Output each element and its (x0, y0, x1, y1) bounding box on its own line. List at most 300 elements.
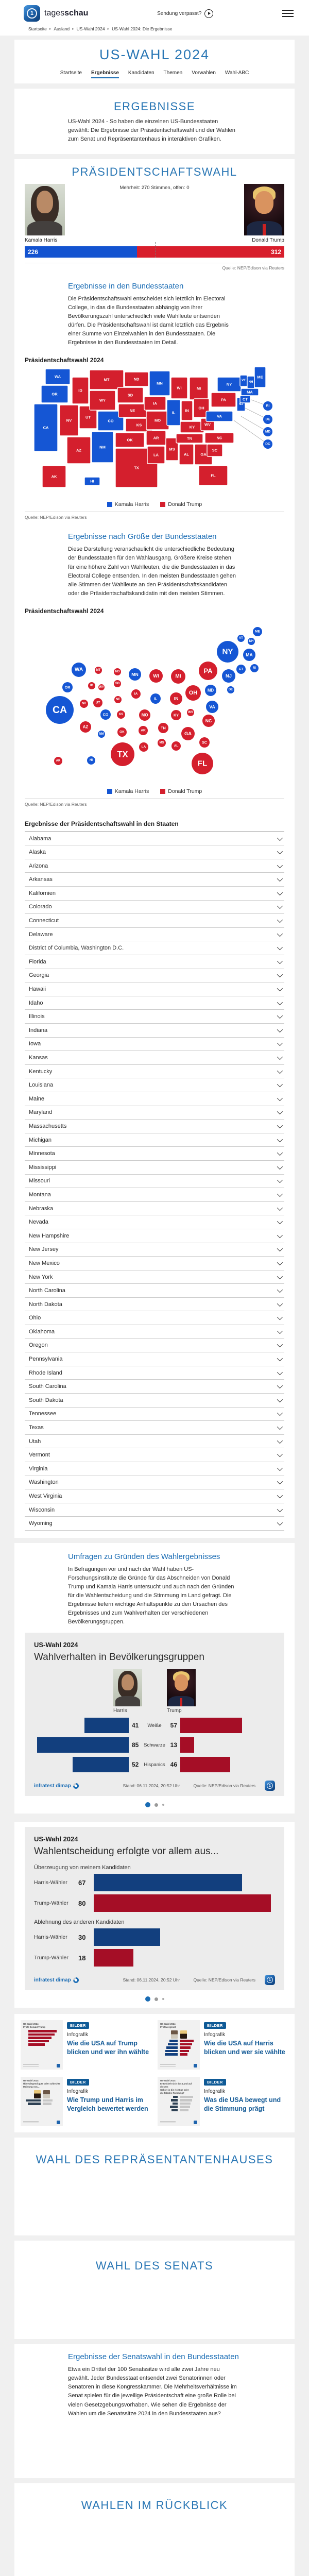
state-accordion-label: District of Columbia, Washington D.C. (29, 945, 124, 952)
state-label-NJ: NJ (239, 403, 243, 406)
infratest-dimap-logo: infratest dimap (34, 1977, 79, 1983)
trump-mini-photo (34, 2090, 41, 2098)
bubble-label-KY: KY (174, 713, 179, 718)
chart-title: Wahlverhalten in Bevölkerungsgruppen (34, 1652, 204, 1663)
chevron-down-icon (277, 972, 283, 977)
teaser-kicker: Infografik (204, 2032, 226, 2038)
state-accordion-label: West Virginia (29, 1493, 62, 1499)
state-accordion-row[interactable] (25, 1051, 284, 1065)
reasons-chart (34, 1865, 275, 1967)
row-bar (94, 1928, 160, 1946)
thumb-caption-line: Profilvergleich (160, 2026, 177, 2029)
state-accordion-label: Florida (29, 958, 46, 965)
tab-vorwahlen[interactable]: Vorwahlen (192, 70, 216, 76)
trump-bar (180, 1718, 242, 1733)
state-label-UT: UT (85, 415, 91, 420)
state-accordion-row[interactable] (25, 1038, 284, 1052)
chart-source: Quelle: NEP/Edison via Reuters (193, 1783, 255, 1789)
source-note: Quelle: NEP/Edison via Reuters (25, 801, 87, 807)
tab-themen[interactable]: Themen (163, 70, 183, 76)
breadcrumb-item[interactable]: US-Wahl 2024: Die Ergebnisse (112, 26, 173, 31)
bubble-label-FL: FL (197, 759, 208, 768)
state-label-MS: MS (169, 447, 175, 452)
state-accordion-label: Kentucky (29, 1068, 53, 1075)
state-accordion-row[interactable] (25, 1298, 284, 1312)
state-accordion-row[interactable] (25, 1462, 284, 1476)
teaser-item[interactable] (21, 2077, 151, 2126)
state-accordion-row[interactable] (25, 1476, 284, 1490)
teaser-thumbnail (21, 2020, 63, 2070)
state-accordion-row[interactable] (25, 1010, 284, 1024)
harris-legend-swatch (107, 789, 112, 794)
state-label-WI: WI (177, 385, 182, 391)
harris-mini-photo (171, 2030, 178, 2039)
row-value: 80 (78, 1899, 86, 1907)
bubble-label-NY: NY (222, 647, 233, 656)
state-label-DE: DE (265, 417, 270, 421)
teaser-kicker: Infografik (67, 2089, 89, 2095)
state-accordion-label: Minnesota (29, 1150, 55, 1157)
group-label: Überzeugung von meinem Kandidaten (34, 1865, 131, 1871)
state-accordion-row[interactable] (25, 1243, 284, 1257)
demographic-row (34, 1757, 275, 1772)
tab-kandidaten[interactable]: Kandidaten (128, 70, 154, 76)
state-accordion-label: Idaho (29, 999, 43, 1006)
bubble-label-IN: IN (174, 696, 179, 701)
thumb-caption-line: Überwiegend gute oder schlechte (23, 2082, 61, 2086)
play-icon[interactable] (204, 9, 213, 18)
carousel-dot[interactable] (162, 1804, 164, 1806)
state-accordion-label: Rhode Island (29, 1369, 62, 1376)
bubble-label-AK: AK (56, 759, 61, 762)
state-accordion-row[interactable] (25, 928, 284, 942)
teaser-title[interactable]: Wie die USA auf Trump blicken und wer ihn wählte (67, 2040, 149, 2056)
state-accordion-label: Tennessee (29, 1411, 57, 1417)
chevron-down-icon (277, 1314, 283, 1320)
state-label-OR: OR (52, 392, 58, 397)
bubble-label-GA: GA (184, 731, 192, 736)
state-accordion-row[interactable] (25, 969, 284, 983)
state-accordion-row[interactable] (25, 1024, 284, 1038)
trump-legend-label: Donald Trump (168, 788, 202, 794)
harris-value: 85 (132, 1741, 139, 1749)
ergebnisse-card (14, 89, 295, 154)
state-accordion-label: Texas (29, 1425, 44, 1431)
chevron-down-icon (277, 890, 283, 895)
state-accordion-row[interactable] (25, 845, 284, 859)
us-states-bubble-map[interactable] (25, 618, 284, 786)
trump-photo-label: Trump (167, 1708, 182, 1714)
bilder-badge: BILDER (204, 2022, 226, 2029)
chevron-down-icon (277, 1506, 283, 1512)
chart-source: Quelle: NEP/Edison via Reuters (193, 1977, 255, 1983)
bubble-label-WI: WI (153, 673, 159, 679)
chevron-down-icon (277, 1410, 283, 1416)
state-accordion-label: Vermont (29, 1452, 50, 1459)
chevron-down-icon (277, 1383, 283, 1388)
thumb-caption-line: Meinung von... (23, 2086, 40, 2088)
state-accordion-row[interactable] (25, 1339, 284, 1353)
map-legend (14, 501, 295, 507)
trump-name: Donald Trump (252, 238, 284, 244)
tagesschau-logo-icon[interactable] (24, 5, 40, 22)
chart-kicker: US-Wahl 2024 (34, 1835, 78, 1843)
thumb-caption-line: US-Wahl 2024 (160, 2079, 176, 2082)
state-accordion-row[interactable] (25, 1229, 284, 1243)
state-label-CA: CA (43, 425, 49, 430)
state-accordion-label: Hawaii (29, 986, 46, 993)
state-accordion-label: New York (29, 1274, 53, 1280)
trump-mini-photo (180, 2030, 187, 2039)
state-accordion-row[interactable] (25, 1161, 284, 1175)
state-accordion-label: North Carolina (29, 1287, 65, 1294)
chevron-down-icon (277, 1260, 283, 1265)
harris-mini-photo (43, 2090, 50, 2098)
umfragen-text: In Befragungen vor und nach der Wahl haben US-Forschungsinstitute die Gründe für das Abschneiden von Donald Trump und Kamala Harris untersucht und auch nach den Gründen für die Wahlentscheidung und die Stimmung im Land gefragt. Die Ergebnisse liefern wichtige Anhaltspunkte zu den Ursachen des Ergebnisses und zum Wahlverhalten der verschiedenen Bevölkerungsgruppen. (68, 1566, 234, 1625)
ergebnisse-title: ERGEBNISSE (113, 100, 196, 113)
state-accordion-row[interactable] (25, 941, 284, 955)
row-name: Harris-Wähler (34, 1934, 67, 1941)
state-accordion-row[interactable] (25, 1421, 284, 1435)
bubble-label-PA: PA (203, 667, 213, 675)
trump-value: 57 (170, 1722, 177, 1730)
breadcrumb-item[interactable]: Ausland (54, 26, 70, 31)
state-accordion-label: Arkansas (29, 876, 53, 883)
thumb-caption-line: US-Wahl 2024 (23, 2079, 39, 2082)
trump-electoral-segment[interactable]: 312 (137, 246, 284, 258)
harris-photo (25, 184, 65, 235)
harris-legend-label: Kamala Harris (114, 788, 149, 794)
state-label-HI: HI (90, 479, 94, 484)
state-accordion-row[interactable] (25, 982, 284, 996)
thumb-logo-chip (57, 2064, 60, 2067)
state-accordion-row[interactable] (25, 1065, 284, 1079)
teaser-item[interactable] (21, 2020, 151, 2070)
state-accordion-row[interactable] (25, 1202, 284, 1216)
state-accordion-row[interactable] (25, 1408, 284, 1421)
state-accordion-row[interactable] (25, 914, 284, 928)
state-label-MT: MT (104, 377, 110, 382)
chevron-down-icon (277, 1136, 283, 1142)
state-accordion-label: Pennsylvania (29, 1356, 63, 1363)
breadcrumb-item[interactable]: US-Wahl 2024 (76, 26, 105, 31)
row-bar (94, 1894, 271, 1912)
thumb-logo-chip (194, 2121, 197, 2124)
state-label-TX: TX (134, 465, 139, 470)
repraesentantenhaus-card (14, 2138, 295, 2235)
state-accordion-row[interactable] (25, 1435, 284, 1449)
chevron-down-icon (277, 1246, 283, 1251)
bubble-map-legend (14, 788, 295, 794)
bilder-badge: BILDER (67, 2079, 89, 2086)
harris-electoral-segment[interactable]: 226 (25, 246, 137, 258)
state-label-AR: AR (153, 435, 159, 440)
state-accordion-label: Arizona (29, 862, 48, 869)
state-accordion-row[interactable] (25, 1517, 284, 1531)
teaser-item[interactable] (158, 2077, 288, 2126)
state-accordion-row[interactable] (25, 1270, 284, 1284)
state-accordion-row[interactable] (25, 832, 284, 846)
trump-legend-swatch (160, 502, 165, 507)
state-label-DC: DC (265, 442, 270, 446)
trump-value: 13 (170, 1741, 177, 1749)
senat-title: WAHL DES SENATS (95, 2259, 214, 2273)
row-name: Trump-Wähler (34, 1955, 68, 1961)
praesidentschaftswahl-card (14, 159, 295, 1538)
state-accordion-row[interactable] (25, 1284, 284, 1298)
chevron-down-icon (277, 1164, 283, 1170)
bubble-label-NJ: NJ (226, 673, 232, 679)
bilder-badge: BILDER (67, 2022, 89, 2029)
carousel-dots (14, 1990, 295, 2007)
reason-row (34, 1894, 275, 1912)
state-accordion-row[interactable] (25, 1257, 284, 1270)
state-label-MN: MN (157, 381, 163, 386)
state-label-IA: IA (153, 401, 157, 406)
state-accordion-label: Michigan (29, 1137, 52, 1143)
row-name: Harris-Wähler (34, 1879, 67, 1886)
carousel-dot[interactable] (162, 1998, 164, 2000)
state-accordion-row[interactable] (25, 1106, 284, 1120)
state-label-CT: CT (243, 397, 248, 402)
tab-ergebnisse[interactable]: Ergebnisse (91, 70, 119, 78)
bubble-label-NH: NH (249, 639, 254, 643)
state-accordion-label: Colorado (29, 904, 52, 910)
state-accordion-label: South Dakota (29, 1397, 63, 1403)
brand-bold: schau (64, 9, 89, 18)
state-accordion-row[interactable] (25, 859, 284, 873)
state-label-IN: IN (185, 408, 189, 413)
chevron-down-icon (277, 1479, 283, 1484)
teaser-thumbnail (21, 2077, 63, 2126)
bubble-label-WY: WY (99, 685, 104, 689)
state-accordion-label: Kalifornien (29, 890, 56, 896)
state-accordion-row[interactable] (25, 1380, 284, 1394)
state-accordion-row[interactable] (25, 1215, 284, 1229)
umfragen-card (14, 1543, 295, 1814)
rueckblick-card (14, 2483, 295, 2576)
state-label-NM: NM (99, 445, 106, 450)
bubble-label-ID: ID (90, 684, 93, 687)
teaser-title[interactable]: Wie die USA auf Harris blicken und wer sie wählte (204, 2040, 285, 2056)
state-accordion-row[interactable] (25, 1092, 284, 1106)
state-accordion-row[interactable] (25, 1503, 284, 1517)
chevron-down-icon (277, 1109, 283, 1114)
tagesschau-logo-icon (265, 1781, 275, 1791)
breadcrumb-item[interactable]: Startseite (28, 26, 47, 31)
bubble-label-NC: NC (205, 718, 212, 723)
state-label-PA: PA (221, 397, 226, 402)
state-accordion-row[interactable] (25, 1366, 284, 1380)
chevron-down-icon (277, 1232, 283, 1238)
tab-wahl-abc[interactable]: Wahl-ABC (225, 70, 249, 76)
chevron-down-icon (277, 1123, 283, 1128)
staaten-heading: Ergebnisse in den Bundesstaaten (68, 282, 184, 291)
state-label-KS: KS (136, 422, 142, 428)
state-accordion-row[interactable] (25, 901, 284, 914)
state-accordion-row[interactable] (25, 1352, 284, 1366)
thumb-caption-line: Gebiet in die richtige oder (160, 2088, 189, 2091)
carousel-dot[interactable] (154, 1997, 158, 2001)
chart-footer (34, 1975, 275, 1985)
infographic-wahlverhalten (25, 1633, 284, 1796)
chevron-down-icon (277, 1205, 283, 1210)
state-accordion-row[interactable] (25, 1175, 284, 1189)
state-label-WY: WY (99, 398, 106, 403)
chevron-down-icon (277, 1095, 283, 1101)
state-accordion-label: South Carolina (29, 1383, 66, 1390)
carousel-dot-active[interactable] (145, 1802, 150, 1807)
state-accordion-row[interactable] (25, 1448, 284, 1462)
bubble-label-WA: WA (74, 667, 83, 673)
state-accordion-row[interactable] (25, 1147, 284, 1161)
chevron-down-icon (277, 835, 283, 840)
category-label: Schwarze (144, 1742, 165, 1748)
majority-marker (155, 242, 156, 258)
chevron-down-icon (277, 1191, 283, 1197)
tagesschau-logo-icon (265, 1975, 275, 1985)
state-accordion-label: Oregon (29, 1342, 48, 1349)
bubble-label-MS: MS (159, 741, 164, 744)
state-accordion-row[interactable] (25, 1120, 284, 1133)
teaser-thumbnail (158, 2077, 200, 2126)
chevron-down-icon (277, 958, 283, 964)
bubble-label-VA: VA (209, 704, 215, 709)
state-accordion-label: Georgia (29, 972, 49, 979)
state-accordion-row[interactable] (25, 887, 284, 901)
thumb-caption-line: US-Wahl 2024 (23, 2023, 39, 2026)
trump-photo (244, 184, 284, 235)
state-accordion-label: Massachusetts (29, 1123, 67, 1129)
tab-startseite[interactable]: Startseite (60, 70, 82, 76)
state-accordion-label: Virginia (29, 1465, 48, 1472)
state-accordion-label: Indiana (29, 1027, 48, 1033)
state-accordion-label: Iowa (29, 1041, 41, 1047)
bubble-label-SC: SC (202, 740, 207, 745)
bubble-label-NV: NV (81, 702, 87, 705)
brand-wordmark[interactable] (44, 9, 88, 18)
electoral-bar[interactable] (25, 246, 284, 258)
state-accordion-label: Washington (29, 1479, 59, 1486)
senat-card (14, 2241, 295, 2339)
demographic-row (34, 1718, 275, 1733)
bubble-label-CA: CA (52, 704, 67, 716)
teaser-title[interactable]: Wie Trump und Harris im Vergleich bewertet werden (67, 2096, 148, 2112)
state-label-GA: GA (200, 452, 207, 457)
bubble-label-MA: MA (246, 652, 253, 657)
chevron-down-icon (277, 1438, 283, 1444)
bubble-label-OR: OR (64, 685, 71, 690)
chevron-down-icon (277, 903, 283, 909)
state-label-MD: MD (265, 430, 271, 434)
chevron-down-icon (277, 986, 283, 991)
repraesentantenhaus-title: WAHL DES REPRÄSENTANTENHAUSES (36, 2153, 273, 2166)
groesse-text: Diese Darstellung veranschaulicht die unterschiedliche Bedeutung der Bundesstaaten für den Wahlausgang. Größere Kreise stehen für eine höhere Zahl von Wahlleuten, die die Bundesstaaten in das Electoral College entsenden. In den meisten Bundesstaaten gehen alle Stimmen der Wahlleute an den Präsidentschaftskandidaten oder die Präsidentschaftskandidatin mit den meisten Stimmen. (68, 546, 236, 597)
state-accordion-label: Nevada (29, 1219, 48, 1226)
hero-tabs (14, 70, 295, 78)
harris-bar (84, 1718, 129, 1733)
thumb-caption-line: Entwickelt sich das Land auf diesem (160, 2082, 192, 2088)
senatswahl-text: Etwa ein Drittel der 100 Senatssitze wird alle zwei Jahre neu gewählt. Jeder Bundesstaat entsendet zwei Senatorinnen oder Senatoren in diese Kongresskammer. Die Mehrheitsverhältnisse im Senat spielen für die jeweilige Präsidentschaft eine große Rolle bei vielen Gesetzgebungsvorhaben. Wie sehen die Ergebnisse der Wahlen um die Senatssitze 2024 in den Bundesstaaten aus? (68, 2366, 237, 2417)
bubble-label-ME: ME (255, 630, 260, 634)
teaser-kicker: Infografik (67, 2032, 89, 2038)
state-accordion-label: Nebraska (29, 1205, 54, 1212)
bubble-label-TX: TX (117, 749, 128, 759)
chevron-down-icon (277, 1301, 283, 1307)
bubble-label-HI: HI (90, 758, 93, 762)
bubble-label-AR: AR (141, 728, 146, 733)
us-states-map[interactable] (25, 367, 284, 499)
chevron-down-icon (277, 1177, 283, 1183)
chevron-down-icon (277, 1520, 283, 1526)
state-label-OK: OK (127, 437, 133, 443)
chevron-down-icon (277, 862, 283, 868)
carousel-dot-active[interactable] (145, 1996, 150, 2002)
row-bar (94, 1949, 133, 1967)
teaser-item[interactable] (158, 2020, 288, 2070)
infratest-dimap-logo: infratest dimap (34, 1783, 79, 1789)
state-accordion-row[interactable] (25, 1078, 284, 1092)
breadcrumb-separator: ▸ (49, 27, 52, 31)
state-accordion-row[interactable] (25, 873, 284, 887)
chevron-down-icon (277, 1273, 283, 1279)
bubble-label-ND: ND (115, 670, 120, 673)
sendung-verpasst-link[interactable] (157, 9, 213, 18)
state-accordion-label: Louisiana (29, 1082, 54, 1089)
bilder-badge: BILDER (204, 2079, 226, 2086)
state-label-MO: MO (154, 418, 161, 423)
row-value: 67 (78, 1878, 86, 1887)
thumb-caption-line: US-Wahl 2024 (160, 2023, 176, 2026)
state-label-AK: AK (51, 474, 57, 479)
carousel-dot[interactable] (154, 1803, 158, 1807)
chevron-down-icon (277, 1218, 283, 1224)
hamburger-menu-icon[interactable] (282, 10, 294, 18)
chevron-down-icon (277, 1465, 283, 1471)
trump-value: 46 (170, 1761, 177, 1769)
trump-legend-swatch (160, 789, 165, 794)
state-accordion-row[interactable] (25, 1489, 284, 1503)
candidates-block (25, 184, 284, 270)
state-accordion-row[interactable] (25, 996, 284, 1010)
state-label-ID: ID (78, 388, 82, 393)
state-accordion-row[interactable] (25, 1133, 284, 1147)
state-label-NC: NC (216, 435, 222, 440)
ergebnisse-text: US-Wahl 2024 - So haben die einzelnen US-Bundesstaaten gewählt: Die Ergebnisse der Präsidentschaftswahl und der Wahlen zum Senat und Repräsentantenhaus in interaktiven Grafiken. (68, 118, 235, 143)
geo-map-label: Präsidentschaftswahl 2024 (25, 357, 104, 364)
state-label-FL: FL (211, 473, 216, 478)
state-label-ND: ND (133, 377, 140, 382)
chevron-down-icon (277, 1342, 283, 1347)
bubble-label-AZ: AZ (82, 724, 89, 730)
state-accordion-row[interactable] (25, 1394, 284, 1408)
chart-kicker: US-Wahl 2024 (34, 1641, 78, 1649)
states-list-heading: Ergebnisse der Präsidentschaftswahl in den Staaten (25, 820, 179, 827)
teaser-title[interactable]: Was die USA bewegt und die Stimmung prägt (204, 2096, 281, 2112)
thumb-caption-line: die falsche Richtung? (160, 2091, 184, 2094)
state-accordion-row[interactable] (25, 955, 284, 969)
bubble-label-UT: UT (95, 701, 100, 705)
state-accordion-row[interactable] (25, 1311, 284, 1325)
chart-title: Wahlentscheidung erfolgte vor allem aus... (34, 1846, 219, 1857)
state-accordion-label: Wisconsin (29, 1506, 55, 1513)
state-label-AL: AL (184, 452, 189, 457)
trump-bar (180, 1757, 230, 1772)
chevron-down-icon (277, 1355, 283, 1361)
state-label-SD: SD (127, 393, 133, 398)
state-accordion-row[interactable] (25, 1188, 284, 1202)
state-accordion-row[interactable] (25, 1325, 284, 1339)
